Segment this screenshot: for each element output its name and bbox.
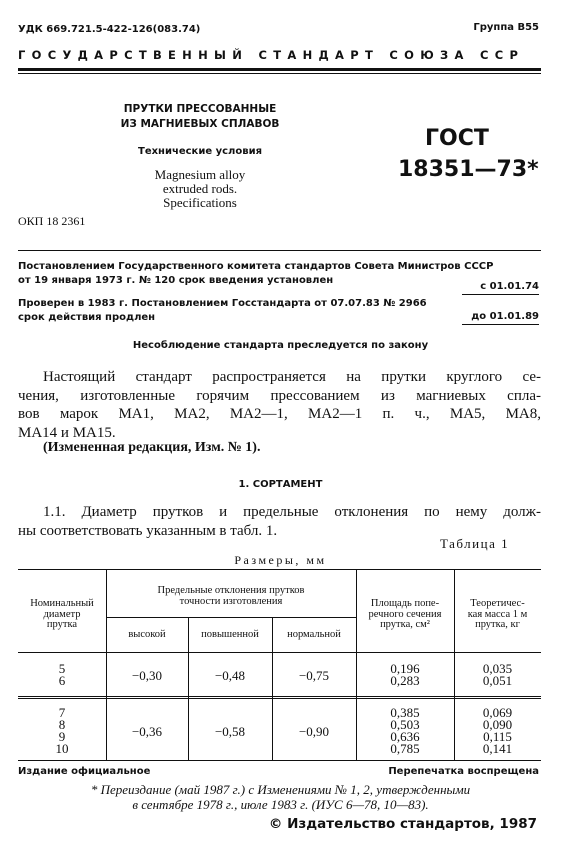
section-heading: 1. СОРТАМЕНТ — [238, 479, 323, 490]
header-high: высокой — [128, 629, 166, 640]
official-edition: Издание официальное — [18, 766, 151, 777]
gost-label: ГОСТ — [425, 126, 489, 151]
table-label: Таблица 1 — [440, 536, 510, 551]
check-text: Проверен в 1983 г. Постановлением Госстандарта от 07.07.83 № 2966 срок действия продлен — [18, 298, 427, 323]
copyright: © Издательство стандартов, 1987 — [268, 816, 537, 832]
table-cell-high: −0,36 — [131, 724, 163, 739]
decree-date: с 01.01.74 — [480, 281, 539, 292]
header-rule-thin — [18, 73, 541, 74]
title-rule — [18, 250, 541, 251]
table-top-rule — [18, 569, 541, 570]
okp-code: ОКП 18 2361 — [18, 214, 86, 228]
check-date: до 01.01.89 — [471, 311, 539, 322]
table-cell-diameter: 5 6 — [58, 661, 66, 688]
table-cell-normal: −0,90 — [298, 724, 330, 739]
table-cell-mass: 0,069 0,090 0,115 0,141 — [482, 705, 513, 756]
table-cell-normal: −0,75 — [298, 668, 330, 683]
table-group-rule-2 — [18, 698, 541, 699]
reprint-prohibited: Перепечатка воспрещена — [388, 766, 539, 777]
header-rule-thick — [18, 68, 541, 71]
edition-note: (Измененная редакция, Изм. № 1). — [43, 440, 261, 455]
check-date-underline — [462, 324, 539, 325]
table-cell-increased: −0,58 — [214, 724, 246, 739]
table-group-rule — [18, 696, 541, 697]
sizes-caption: Размеры, мм — [234, 553, 327, 567]
header-nominal-diameter: Номинальный диаметр прутка — [30, 598, 94, 630]
decree-date-underline — [462, 294, 539, 295]
english-title: Magnesium alloy extruded rods. Specifications — [154, 167, 246, 210]
gost-number: 18351—73* — [398, 157, 539, 182]
intro-paragraph: Настоящий стандарт распространяется на прутки круглого се- чения, изготовленные горячим прессованием из магниевых спла- вов марок МА1, МА2, МА2—1, МА2—1 п. ч., МА5, МА8, МА14 и МА15. — [18, 369, 541, 441]
document-subtitle: Технические условия — [138, 146, 262, 157]
group-code: Группа В55 — [473, 22, 539, 33]
table-subheader-rule — [106, 617, 356, 618]
header-mass: Теоретичес- кая масса 1 м прутка, кг — [467, 598, 528, 630]
table-cell-area: 0,385 0,503 0,636 0,785 — [390, 705, 420, 756]
clause-text: 1.1. Диаметр прутков и предельные отклонения по нему долж- ны соответствовать указанным в табл. 1. — [18, 504, 541, 539]
table-cell-high: −0,30 — [131, 668, 163, 683]
header-area: Площадь попе- речного сечения прутка, см² — [368, 598, 442, 630]
header-normal: нормальной — [287, 629, 341, 640]
header-deviations: Предельные отклонения прутков точности изготовления — [157, 585, 305, 607]
reissue-footnote: * Переиздание (май 1987 г.) с Изменениями № 1, 2, утвержденными в сентябре 1978 г., июле 1983 г. (ИУС 6—78, 10—83). — [90, 782, 471, 812]
table-cell-area: 0,196 0,283 — [390, 661, 420, 688]
table-cell-increased: −0,48 — [214, 668, 246, 683]
header-increased: повышенной — [201, 629, 259, 640]
decree-text: Постановлением Государственного комитета стандартов Совета Министров СССР от 19 января 1973 г. № 120 срок введения установлен — [18, 261, 494, 286]
document-title: ПРУТКИ ПРЕССОВАННЫЕ ИЗ МАГНИЕВЫХ СПЛАВОВ — [120, 103, 280, 130]
table-bottom-rule — [18, 760, 541, 761]
table-cell-diameter: 7 8 9 10 — [55, 705, 69, 756]
udk-code: УДК 669.721.5-422-126(083.74) — [18, 24, 201, 35]
table-cell-mass: 0,035 0,051 — [482, 661, 513, 688]
state-standard-header: ГОСУДАРСТВЕННЫЙ СТАНДАРТ СОЮЗА ССР — [18, 48, 525, 62]
table-header-bottom-rule — [18, 652, 541, 653]
law-notice: Несоблюдение стандарта преследуется по закону — [132, 340, 429, 351]
